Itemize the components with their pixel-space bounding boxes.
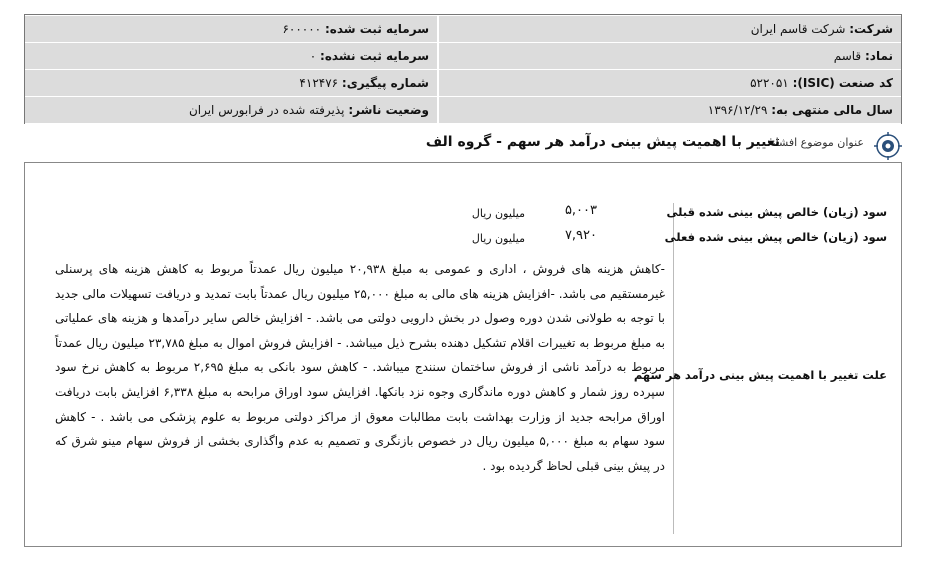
header-row-2 [25, 43, 901, 70]
registered-capital-label: سرمایه ثبت شده: [324, 22, 429, 36]
publisher-status-value: پذیرفته شده در فرابورس ایران [188, 103, 345, 117]
symbol-label: نماد: [864, 49, 893, 63]
isic-value: ۵۲۲۰۵۱ [750, 76, 789, 90]
previous-forecast-label: سود (زیان) خالص پیش بینی شده قبلی [666, 205, 887, 219]
tracking-number-value: ۴۱۲۴۷۶ [299, 76, 339, 90]
fiscal-year-label: سال مالی منتهی به: [771, 103, 893, 117]
disclosure-title: تغییر با اهمیت پیش بینی درآمد هر سهم - گروه الف [425, 134, 780, 150]
symbol-value: قاسم [833, 49, 862, 63]
header-row-3 [25, 70, 901, 97]
unregistered-capital-cell [310, 43, 429, 69]
header-row-4 [25, 97, 901, 124]
company-value: شرکت قاسم ایران [750, 22, 846, 36]
target-icon [874, 132, 902, 160]
company-info-header [24, 14, 902, 124]
publisher-status-label: وضعیت ناشر: [348, 103, 429, 117]
current-forecast-value: ۷,۹۲۰ [564, 228, 597, 243]
publisher-status-cell [189, 97, 429, 123]
company-label: شرکت: [849, 22, 893, 36]
isic-label: کد صنعت (ISIC): [792, 76, 893, 90]
disclosure-title-label: عنوان موضوع افشاء: [766, 136, 864, 149]
isic-cell [750, 70, 893, 96]
fiscal-year-value: ۱۳۹۶/۱۲/۲۹ [707, 103, 768, 117]
current-forecast-unit: میلیون ریال [471, 232, 525, 245]
symbol-cell [834, 43, 893, 69]
previous-forecast-unit: میلیون ریال [471, 207, 525, 220]
change-reason-text: -کاهش هزینه های فروش ، اداری و عمومی به مبلغ ۲۰,۹۳۸ میلیون ریال عمدتاً مربوط به کاهش هزینه های پرسنلی غیرمستقیم می باشد. -افزایش هزینه های مالی به مبلغ ۲۵,۰۰۰ میلیون ریال عمدتاً بابت تمدید و دریافت تسهیلات مالی جدید با توجه به طولانی شدن دوره وصول در بخش دارویی دولتی می باشد. - افزایش خالص سایر درآمدها و هزینه های عملیاتی به مبلغ مربوط به تغییرات اقلام تشکیل دهنده بشرح ذیل میباشد. - افزایش فروش اموال به مبلغ ۲۳,۷۸۵ میلیون ریال عمدتاً مربوط به درآمد ناشی از فروش ساختمان سنندج میباشد. - کاهش سود بانکی به مبلغ ۲,۶۹۵ مربوط به کاهش نرخ سود سپرده روز شمار و کاهش دوره ماندگاری وجوه نزد بانکها. افزایش سود اوراق مرابحه به مبلغ ۶,۳۳۸ افزایش بابت دریافت اوراق مرابحه جدید از وزارت بهداشت بابت مطالبات معوق از مراکز دولتی مربوط به علوم پزشکی می باشد . - کاهش سود سهام به مبلغ ۵,۰۰۰ میلیون ریال در خصوص بازنگری و تصمیم به عدم واگذاری بخشی از فروش سهام مینو شرق که در پیش بینی قبلی لحاظ گردیده بود . [55, 262, 666, 473]
unregistered-capital-value: ۰ [309, 49, 317, 63]
header-row-1 [25, 16, 901, 43]
company-cell [751, 16, 893, 42]
tracking-number-cell [299, 70, 429, 96]
disclosure-title-row [24, 130, 902, 162]
disclosure-body [24, 162, 902, 547]
registered-capital-cell [282, 16, 429, 42]
fiscal-year-cell [708, 97, 893, 123]
tracking-number-label: شماره پیگیری: [341, 76, 429, 90]
unregistered-capital-label: سرمایه ثبت نشده: [320, 49, 429, 63]
registered-capital-value: ۶۰۰۰۰۰ [282, 22, 322, 36]
previous-forecast-value: ۵,۰۰۳ [564, 203, 597, 218]
change-reason-label: علت تغییر با اهمیت پیش بینی درآمد هر سهم [633, 368, 887, 382]
current-forecast-label: سود (زیان) خالص پیش بینی شده فعلی [664, 230, 887, 244]
